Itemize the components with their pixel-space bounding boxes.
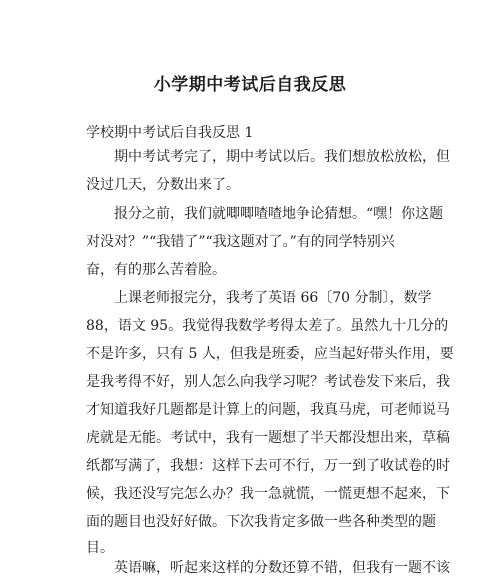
body-line: 才知道我好几题都是计算上的问题，我真马虎，可老师说马 — [86, 402, 450, 418]
body-line: 奋，有的那么苦着脸。 — [86, 262, 226, 278]
body-line: 88，语文 95。我觉得我数学考得太差了。虽然九十几分的 — [86, 318, 449, 334]
body-line: 对没对？”“我错了”“我这题对了。”有的同学特别兴 — [86, 234, 395, 250]
body-line: 上课老师报完分，我考了英语 66〔70 分制〕，数学 — [114, 290, 432, 306]
body-line: 英语嘛，听起来这样的分数还算不错，但我有一题不该 — [114, 560, 450, 576]
document-title: 小学期中考试后自我反思 — [153, 75, 347, 95]
body-line: 报分之前，我们就唧唧喳喳地争论猜想。“嘿！你这题 — [114, 206, 444, 222]
body-line: 候，我还没写完怎么办？我一急就慌，一慌更想不起来，下 — [86, 486, 450, 502]
body-line: 纸都写满了，我想：这样下去可不行，万一到了收试卷的时 — [86, 458, 450, 474]
body-line: 是我考得不好，别人怎么向我学习呢？考试卷发下来后，我 — [86, 374, 450, 390]
body-line: 目。 — [86, 540, 114, 556]
body-line: 不是许多，只有 5 人，但我是班委，应当起好带头作用，要 — [86, 346, 454, 362]
body-line: 虎就是无能。考试中，我有一题想了半天都没想出来，草稿 — [86, 430, 450, 446]
document-subtitle: 学校期中考试后自我反思 1 — [86, 125, 254, 141]
body-line: 期中考试考完了，期中考试以后。我们想放松放松，但 — [114, 149, 450, 165]
body-line: 没过几天，分数出来了。 — [86, 177, 240, 193]
body-line: 面的题目也没好好做。下次我肯定多做一些各种类型的题 — [86, 514, 436, 530]
